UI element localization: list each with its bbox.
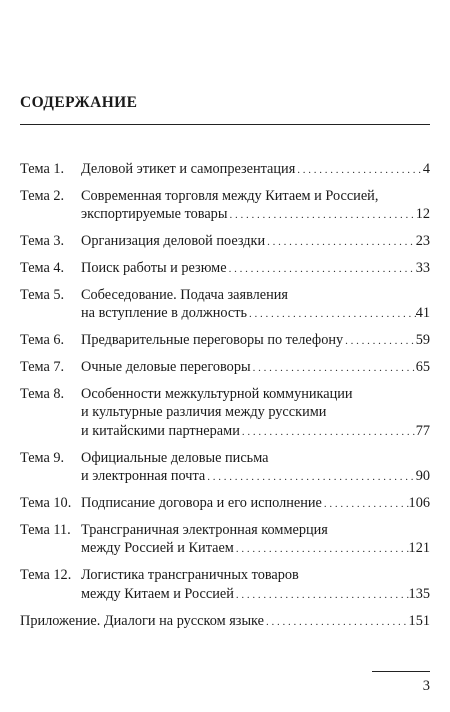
heading-rule (20, 124, 430, 125)
page-number: 3 (422, 678, 430, 694)
toc-entry-number: Тема 2. (20, 187, 65, 204)
toc-page-number: 65 (415, 358, 430, 375)
toc-entry-number: Тема 1. (20, 161, 65, 177)
toc-entry-title: Подписание договора и его исполнение (81, 495, 322, 511)
toc-page-number: 135 (408, 585, 430, 602)
dot-leader (295, 160, 423, 180)
toc-page-number: 23 (415, 233, 430, 250)
toc-entry-body (81, 385, 430, 442)
toc-entry-title: и китайскими партнерами (81, 422, 240, 439)
toc-entry-number: Тема 7. (20, 358, 65, 375)
toc-entry-last-line (81, 358, 430, 378)
toc-entry-title-line: Собеседование. Подача заявления (81, 286, 288, 303)
toc-entry[interactable] (20, 566, 430, 604)
toc-entry-title-line: Официальные деловые письма (81, 449, 269, 466)
toc-page-number: 12 (415, 206, 430, 223)
toc-entry-last-line (81, 467, 430, 487)
toc-entry[interactable] (20, 449, 430, 487)
dot-leader (227, 259, 416, 279)
toc-entry[interactable] (20, 232, 430, 252)
dot-leader (247, 304, 416, 324)
toc-page-number: 59 (415, 332, 430, 349)
toc-entry-number: Тема 4. (20, 259, 65, 276)
toc-entry[interactable] (20, 187, 430, 225)
toc-entry-body (81, 449, 430, 487)
toc-entry-body (81, 232, 430, 252)
toc-entry[interactable] (20, 494, 430, 514)
dot-leader (265, 232, 416, 252)
toc-entry-title: между Россией и Китаем (81, 540, 234, 557)
toc-page-number: 90 (415, 468, 430, 485)
toc-entry-title-line: Современная торговля между Китаем и Россией, (81, 187, 379, 204)
footer-rule (372, 671, 430, 672)
toc-entry-number: Тема 3. (20, 233, 65, 250)
toc-entry-body (81, 259, 430, 279)
toc-entry-last-line (81, 539, 430, 559)
dot-leader (251, 358, 416, 378)
toc-entry[interactable] (20, 385, 430, 442)
toc-entry[interactable] (20, 521, 430, 559)
toc-entry[interactable] (20, 259, 430, 279)
toc-entry-title: Деловой этикет и самопрезентация (81, 161, 296, 177)
table-of-contents (20, 160, 430, 638)
toc-entry-body (81, 358, 430, 378)
toc-page-number: 4 (422, 161, 430, 177)
dot-leader (343, 331, 416, 351)
toc-entry-last-line (81, 232, 430, 252)
toc-entry-body (81, 286, 430, 324)
toc-entry-last-line (81, 585, 430, 605)
toc-entry-body (81, 566, 430, 604)
toc-entry-title-line: и культурные различия между русскими (81, 404, 327, 421)
toc-entry-body (81, 331, 430, 351)
toc-entry-title: на вступление в должность (81, 305, 247, 322)
dot-leader (240, 422, 416, 442)
toc-entry[interactable] (20, 286, 430, 324)
toc-entry-number: Тема 6. (20, 332, 65, 349)
toc-entry-title-line: Особенности межкультурной коммуникации (81, 385, 353, 402)
toc-entry-title-line: Логистика трансграничных товаров (81, 567, 299, 584)
toc-entry-title: между Китаем и Россией (81, 585, 234, 602)
dot-leader (234, 539, 409, 559)
toc-entry-body (81, 160, 430, 180)
toc-entry-title: Организация деловой поездки (81, 233, 266, 250)
toc-entry-number: Тема 10. (20, 495, 72, 511)
toc-entry-body (20, 612, 430, 632)
toc-entry-title: Очные деловые переговоры (81, 358, 251, 375)
toc-entry-number: Тема 11. (20, 521, 71, 538)
toc-entry-last-line (81, 304, 430, 324)
toc-page-number: 41 (415, 305, 430, 322)
toc-entry-last-line (20, 612, 430, 632)
dot-leader (227, 205, 415, 225)
toc-entry-body (81, 187, 430, 225)
toc-entry-title: и электронная почта (81, 468, 206, 485)
toc-entry-number: Тема 9. (20, 449, 65, 466)
toc-entry-title: Приложение. Диалоги на русском языке (20, 612, 264, 629)
toc-entry[interactable] (20, 331, 430, 351)
page-heading: СОДЕРЖАНИЕ (20, 94, 138, 111)
toc-entry-title: экспортируемые товары (81, 206, 228, 223)
toc-page-number: 151 (408, 612, 430, 629)
toc-entry-body (81, 494, 430, 514)
toc-page-number: 106 (408, 495, 430, 511)
toc-entry-last-line (81, 205, 430, 225)
toc-entry-appendix[interactable] (20, 612, 430, 632)
toc-entry-title-line: Трансграничная электронная коммерция (81, 521, 328, 538)
toc-entry-last-line (81, 160, 430, 180)
toc-entry-last-line (81, 259, 430, 279)
toc-page-number: 77 (415, 422, 430, 439)
toc-entry-number: Тема 5. (20, 286, 65, 303)
toc-entry[interactable] (20, 358, 430, 378)
toc-entry-body (81, 521, 430, 559)
dot-leader (234, 585, 409, 605)
toc-entry-number: Тема 8. (20, 385, 65, 402)
dot-leader (322, 494, 409, 514)
toc-entry-number: Тема 12. (20, 567, 72, 584)
toc-entry-title: Предварительные переговоры по телефону (81, 332, 344, 349)
toc-entry-title: Поиск работы и резюме (81, 259, 227, 276)
toc-entry-last-line (81, 331, 430, 351)
toc-page-number: 33 (415, 259, 430, 276)
toc-entry[interactable] (20, 160, 430, 180)
dot-leader (264, 612, 409, 632)
toc-page-number: 121 (408, 540, 430, 557)
toc-entry-last-line (81, 422, 430, 442)
dot-leader (205, 467, 415, 487)
toc-entry-last-line (81, 494, 430, 514)
